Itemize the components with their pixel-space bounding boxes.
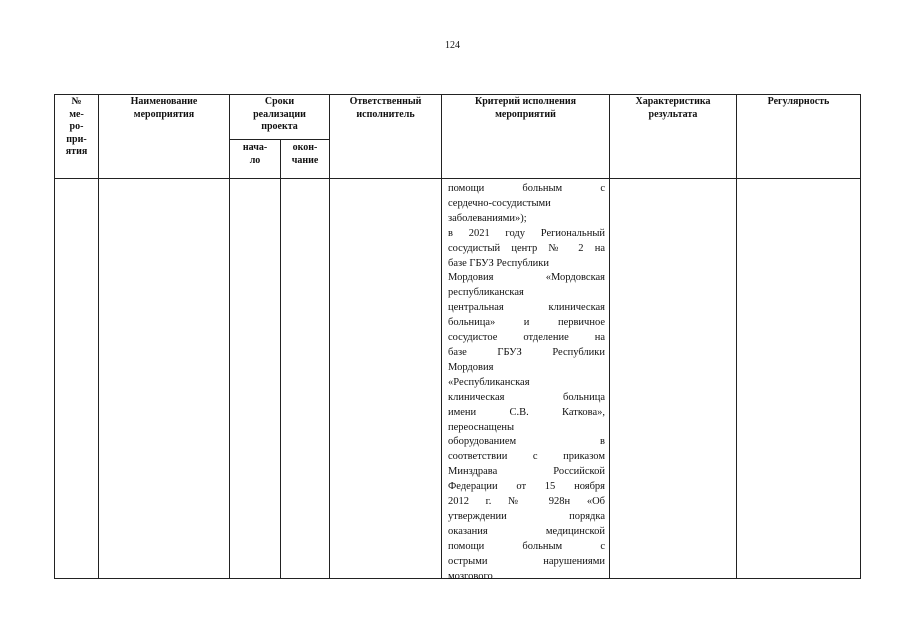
text-line: оборудованием в xyxy=(448,436,605,448)
table-top-border xyxy=(54,94,861,95)
text-line: Мордовия xyxy=(448,361,494,373)
header-bottom-border xyxy=(54,178,861,179)
col-divider-4 xyxy=(329,94,330,579)
header-regularity: Регулярность xyxy=(767,96,830,107)
header-start: нача- ло xyxy=(242,142,268,166)
header-dates: Сроки реализации проекта xyxy=(253,96,306,132)
col-divider-5 xyxy=(441,94,442,579)
text-line: мозгового xyxy=(448,570,493,582)
header-criterion: Критерий исполнения мероприятий xyxy=(474,96,577,120)
text-line: имени С.В. Каткова», xyxy=(448,406,605,418)
text-line: утверждении порядка xyxy=(448,510,605,522)
text-line: острыми нарушениями xyxy=(448,555,605,567)
text-line: Минздрава Российской xyxy=(448,466,605,478)
text-line: сосудистое отделение на xyxy=(448,332,605,344)
text-line: 2012 г. № 928н «Об xyxy=(448,496,605,508)
header-result: Характеристика результата xyxy=(635,96,711,120)
text-line: оказания медицинской xyxy=(448,525,605,537)
header-number: № ме- ро- при- ятия xyxy=(65,96,88,157)
header-name: Наименование мероприятия xyxy=(130,96,198,120)
text-line: центральная клиническая xyxy=(448,302,605,314)
text-line: помощи больным с xyxy=(448,183,605,194)
text-line: заболеваниями»); xyxy=(448,212,527,224)
text-line: клиническая больница xyxy=(448,391,605,403)
text-line: «Республиканская xyxy=(448,376,530,388)
header-responsible: Ответственный исполнитель xyxy=(349,96,422,120)
text-line: базе ГБУЗ Республики xyxy=(448,346,605,358)
col-divider-1 xyxy=(98,94,99,579)
col-divider-7 xyxy=(736,94,737,579)
text-line: республиканская xyxy=(448,287,524,299)
text-line: больница» и первичное xyxy=(448,317,605,329)
text-line: сердечно-сосудистыми xyxy=(448,197,551,209)
text-line: в 2021 году Региональный xyxy=(448,227,605,239)
col-divider-3 xyxy=(280,139,281,579)
text-line: соответствии с приказом xyxy=(448,451,605,463)
text-line: помощи больным с xyxy=(448,540,605,552)
page-number: 124 xyxy=(445,40,460,51)
dates-subheader-line xyxy=(229,139,329,140)
text-line: Мордовия «Мордовская xyxy=(448,272,605,284)
text-line: переоснащены xyxy=(448,421,515,433)
header-end: окон- чание xyxy=(291,142,319,166)
table-right-border xyxy=(860,94,861,579)
text-line: базе ГБУЗ Республики xyxy=(448,257,550,269)
criterion-cell-text xyxy=(448,182,605,584)
table-left-border xyxy=(54,94,55,579)
text-line: сосудистый центр № 2 на xyxy=(448,242,605,254)
text-line: Федерации от 15 ноября xyxy=(448,481,605,493)
col-divider-6 xyxy=(609,94,610,579)
